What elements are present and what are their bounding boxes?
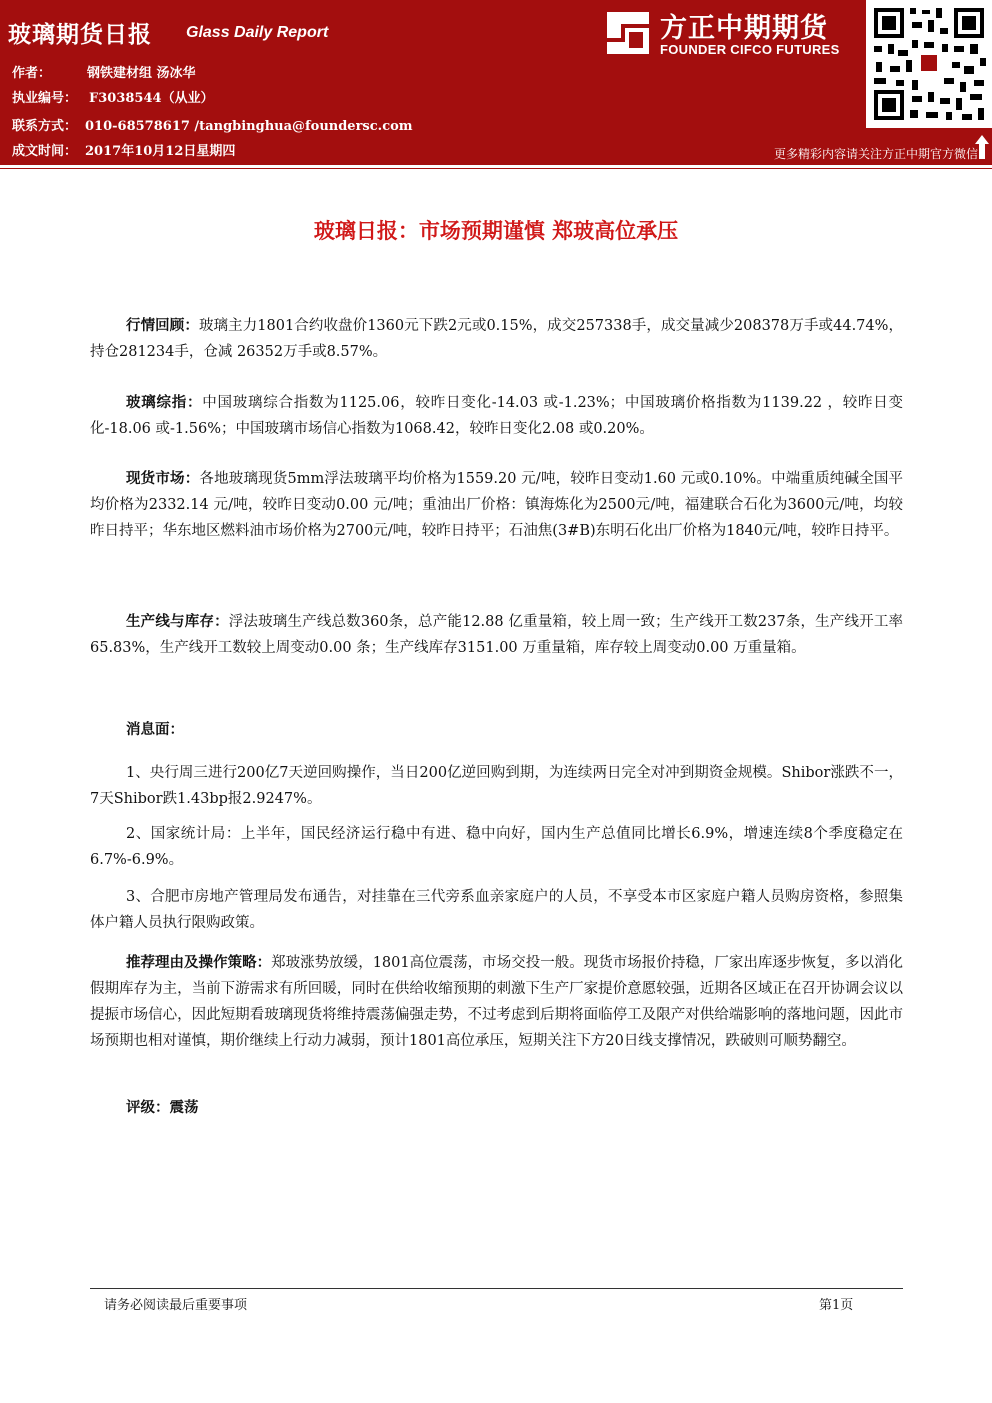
logo-cn-text: 方正中期期货 <box>660 13 828 44</box>
meta-label: 联系方式： <box>12 119 78 134</box>
meta-value: F3038544（从业） <box>89 91 214 106</box>
header-divider-thin <box>0 168 992 169</box>
section-glass-index <box>90 390 903 442</box>
section-text: 玻璃主力1801合约收盘价1360元下跌2元或0.15%，成交257338手，成交量减少208378万手或44.74%，持仓281234手，仓减 26352万手或8.57%。 <box>90 318 903 360</box>
logo-en-text: FOUNDER CIFCO FUTURES <box>660 42 840 57</box>
section-strategy <box>90 950 903 1054</box>
meta-label: 成文时间： <box>12 144 78 159</box>
page-number: 第1页 <box>819 1298 854 1313</box>
section-text: 中国玻璃综合指数为1125.06，较昨日变化-14.03 或-1.23%；中国玻璃价格指数为1139.22 ，较昨日变化-18.06 或-1.56%；中国玻璃市场信心指数为1068.42，较昨日变化2.08 或0.20%。 <box>90 395 903 437</box>
section-label: 玻璃综指： <box>126 395 203 411</box>
rating-label: 评级： <box>126 1100 170 1116</box>
meta-license <box>12 87 214 106</box>
meta-value[interactable]: 010-68578617 /tangbinghua@foundersc.com <box>85 119 413 134</box>
meta-value: 2017年10月12日星期四 <box>85 144 236 159</box>
rating <box>126 1096 199 1117</box>
section-text: 郑玻涨势放缓，1801高位震荡，市场交投一般。现货市场报价持稳，厂家出库逐步恢复，多以消化假期库存为主，当前下游需求有所回暖，同时在供给收缩预期的刺激下生产厂家提价意愿较强，近期各区域正在召开协调会议以提振市场信心，因此短期看玻璃现货将维持震荡偏强走势，不过考虑到后期将面临停工及限产对供给端影响的落地问题，因此市场预期也相对谨慎，期价继续上行动力减弱，预计1801高位承压，短期关注下方20日线支撑情况，跌破则可顺势翻空。 <box>90 955 904 1049</box>
section-label: 推荐理由及操作策略： <box>126 955 272 971</box>
follow-wechat-text: 更多精彩内容请关注方正中期官方微信 <box>773 147 978 161</box>
header-divider <box>0 162 992 165</box>
report-title: 玻璃期货日报 <box>8 22 152 48</box>
section-label: 现货市场： <box>126 471 200 487</box>
meta-label: 执业编号： <box>12 91 78 106</box>
news-item: 3、合肥市房地产管理局发布通告，对挂靠在三代旁系血亲家庭户的人员，不享受本市区家庭户籍人员购房资格，参照集体户籍人员执行限购政策。 <box>90 889 903 931</box>
qr-code-icon[interactable] <box>866 0 992 128</box>
section-production-inventory <box>90 609 903 661</box>
section-text: 各地玻璃现货5mm浮法玻璃平均价格为1559.20 元/吨，较昨日变动1.60 元或0.10%。中端重质纯碱全国平均价格为2332.14 元/吨，较昨日变动0.00 元/吨；重油出厂价格：镇海炼化为2500元/吨，福建联合石化为3600元/吨，均较昨日持平；华东地区燃料油市场价格为2700元/吨，较昨日持平；石油焦(3#B)东明石化出厂价格为1840元/吨，较昨日持平。 <box>90 471 904 539</box>
section-text: 浮法玻璃生产线总数360条，总产能12.88 亿重量箱，较上周一致；生产线开工数237条，生产线开工率65.83%，生产线开工数较上周变动0.00 条；生产线库存3151.00 万重量箱，库存较上周变动0.00 万重量箱。 <box>90 614 904 656</box>
section-label: 生产线与库存： <box>126 614 229 630</box>
footer-divider <box>90 1288 903 1289</box>
meta-author <box>12 62 196 81</box>
footer-disclaimer: 请务必阅读最后重要事项 <box>104 1298 248 1313</box>
meta-label: 作者： <box>12 66 52 81</box>
news-item: 1、央行周三进行200亿7天逆回购操作，当日200亿逆回购到期，为连续两日完全对冲到期资金规模。Shibor涨跌不一，7天Shibor跌1.43bp报2.9247%。 <box>90 765 903 807</box>
document-title: 玻璃日报：市场预期谨慎 郑玻高位承压 <box>313 219 679 243</box>
report-subtitle: Glass Daily Report <box>186 24 329 41</box>
meta-contact <box>12 115 413 134</box>
section-spot-market <box>90 466 903 544</box>
meta-value: 钢铁建材组 汤冰华 <box>87 66 196 81</box>
section-market-review <box>90 313 903 365</box>
section-label: 行情回顾： <box>126 318 199 334</box>
arrow-up-icon <box>974 134 990 160</box>
rating-value: 震荡 <box>169 1100 199 1116</box>
news-heading: 消息面： <box>126 722 184 738</box>
meta-date <box>12 140 235 159</box>
founder-logo-icon <box>603 8 653 58</box>
news-item: 2、国家统计局：上半年，国民经济运行稳中有进、稳中向好，国内生产总值同比增长6.9%，增速连续8个季度稳定在6.7%-6.9%。 <box>90 826 903 868</box>
